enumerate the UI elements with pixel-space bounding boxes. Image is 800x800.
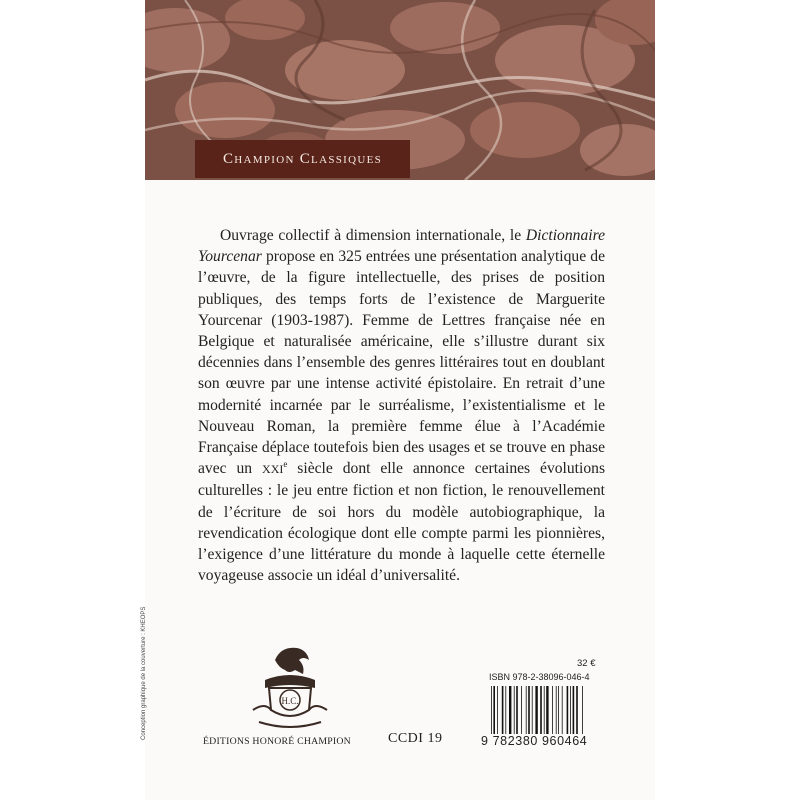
collection-code: CCDI 19: [388, 731, 443, 746]
barcode-bar: [546, 686, 548, 734]
barcode-bar: [535, 686, 537, 734]
barcode-bar: [497, 686, 498, 734]
century-superscript: e: [283, 459, 288, 470]
barcode-bar: [570, 686, 571, 734]
horse-emblem-logo: [245, 640, 335, 732]
cover-design-credit: Conception graphique de la couverture : KHEOPS: [141, 606, 147, 740]
barcode-digits: 9 782380 960464: [481, 734, 588, 748]
logo-monogram: H.C.: [281, 696, 299, 706]
barcode-bar: [576, 686, 578, 734]
barcode: [489, 686, 609, 734]
barcode-bar: [521, 686, 522, 734]
barcode-bar: [544, 686, 545, 734]
barcode-bar: [509, 686, 511, 734]
barcode-bar: [556, 686, 557, 734]
blurb-text-2: propose en 325 entrées une présentation analytique de l’œuvre, de la figure intellectuelle, des prises de position publiques, des temps forts de l’existence de Marguerite Yourcenar (1903-1987). Femme de Lettres française née en Belgique et naturalisée américaine, elle s’illustre durant six décennies dans l’ensemble des genres littéraires tout en doublant son œuvre par une intense activité épistolaire. En retrait d’une modernité incarnée par le surréalisme, l’existentialisme et le Nouveau Roman, la première femme élue à l’Académie Française déplace toutefois bien des usages et se trouve en phase avec un: [198, 248, 605, 478]
blurb-text-1: Ouvrage collectif à dimension internationale, le: [220, 227, 526, 244]
barcode-bar: [493, 686, 495, 734]
back-cover: [141, 0, 655, 800]
barcode-bar: [562, 686, 563, 734]
book-title: Dictionnaire Yourcenar: [198, 227, 605, 266]
isbn-label: ISBN 978-2-38096-046-4: [489, 672, 590, 682]
barcode-bar: [552, 686, 553, 734]
barcode-bar: [567, 686, 569, 734]
price-label: 32 €: [577, 658, 596, 669]
barcode-bar: [582, 686, 583, 734]
barcode-bar: [532, 686, 533, 734]
barcode-bar: [516, 686, 518, 734]
barcode-bar: [573, 686, 575, 734]
barcode-bar: [505, 686, 506, 734]
series-banner: [195, 140, 410, 178]
barcode-bar: [528, 686, 530, 734]
publisher-name: ÉDITIONS HONORÉ CHAMPION: [203, 736, 351, 747]
barcode-bar: [514, 686, 515, 734]
blurb-text-3: siècle dont elle annonce certaines évolutions culturelles : le jeu entre fiction et non fiction, le renouvellement de l’écriture de soi hors du modèle autobiographique, la revendication écologique dont elle compte parmi les pionnières, l’exigence d’une littérature du monde à laquelle cette éternelle voyageuse associe un idéal d’universalité.: [198, 460, 606, 585]
back-cover-blurb: [198, 225, 605, 586]
century-numeral: XXI: [262, 462, 284, 477]
series-title: Champion Classiques: [222, 150, 383, 167]
barcode-bar: [491, 686, 492, 734]
barcode-bar: [558, 686, 559, 734]
barcode-bar: [526, 686, 527, 734]
barcode-bar: [502, 686, 504, 734]
barcode-bar: [540, 686, 542, 734]
